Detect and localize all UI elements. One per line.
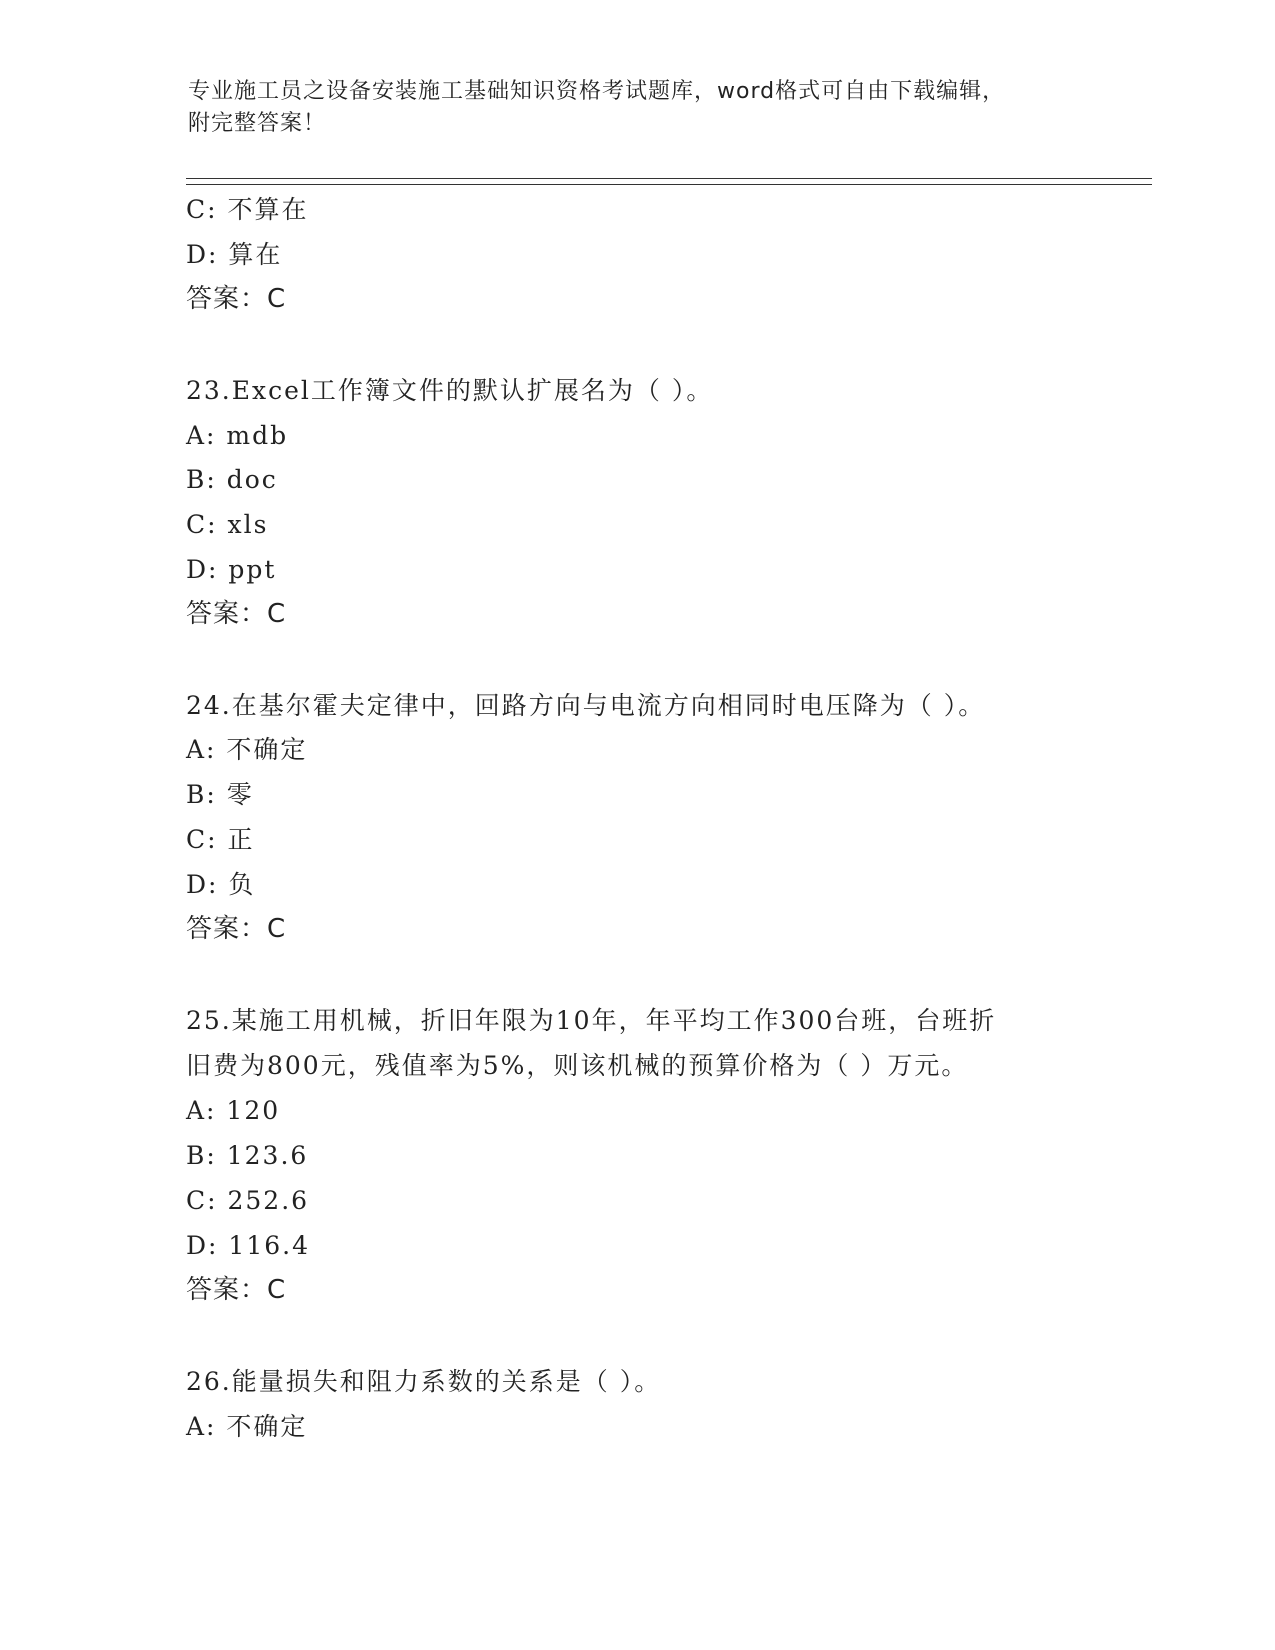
q25-option-b: B: 123.6	[186, 1141, 309, 1170]
q24-answer: 答案：C	[186, 914, 287, 944]
document-header	[188, 76, 1068, 140]
prev-option-c: C: 不算在	[186, 195, 309, 224]
q25-question-line-2: 旧费为800元，残值率为5%，则该机械的预算价格为（ ）万元。	[186, 1051, 969, 1080]
q25-option-a: A: 120	[186, 1096, 281, 1125]
q24-question: 24.在基尔霍夫定律中，回路方向与电流方向相同时电压降为（ ）。	[186, 691, 986, 720]
q23-option-d: D: ppt	[186, 555, 277, 584]
q25-option-c: C: 252.6	[186, 1186, 310, 1215]
header-rule-bottom	[186, 184, 1152, 185]
prev-option-d: D: 算在	[186, 240, 283, 269]
q24-option-d: D: 负	[186, 870, 256, 899]
prev-answer: 答案：C	[186, 284, 287, 314]
q25-question-line-1: 25.某施工用机械，折旧年限为10年，年平均工作300台班，台班折	[186, 1006, 997, 1035]
q23-answer: 答案：C	[186, 599, 287, 629]
header-line-2: 附完整答案！	[188, 111, 327, 136]
q24-option-a: A: 不确定	[186, 735, 308, 764]
q23-option-a: A: mdb	[186, 421, 289, 450]
q23-option-b: B: doc	[186, 465, 278, 494]
q23-option-c: C: xls	[186, 510, 269, 539]
q24-option-c: C: 正	[186, 825, 255, 854]
q26-option-a: A: 不确定	[186, 1412, 308, 1441]
q25-option-d: D: 116.4	[186, 1231, 310, 1260]
header-line-1: 专业施工员之设备安装施工基础知识资格考试题库，word格式可自由下载编辑，	[188, 79, 1006, 104]
header-rule-top	[186, 178, 1152, 179]
q25-answer: 答案：C	[186, 1275, 287, 1305]
q26-question: 26.能量损失和阻力系数的关系是（ ）。	[186, 1367, 662, 1396]
q23-question: 23.Excel工作簿文件的默认扩展名为（ ）。	[186, 376, 714, 405]
q24-option-b: B: 零	[186, 780, 254, 809]
